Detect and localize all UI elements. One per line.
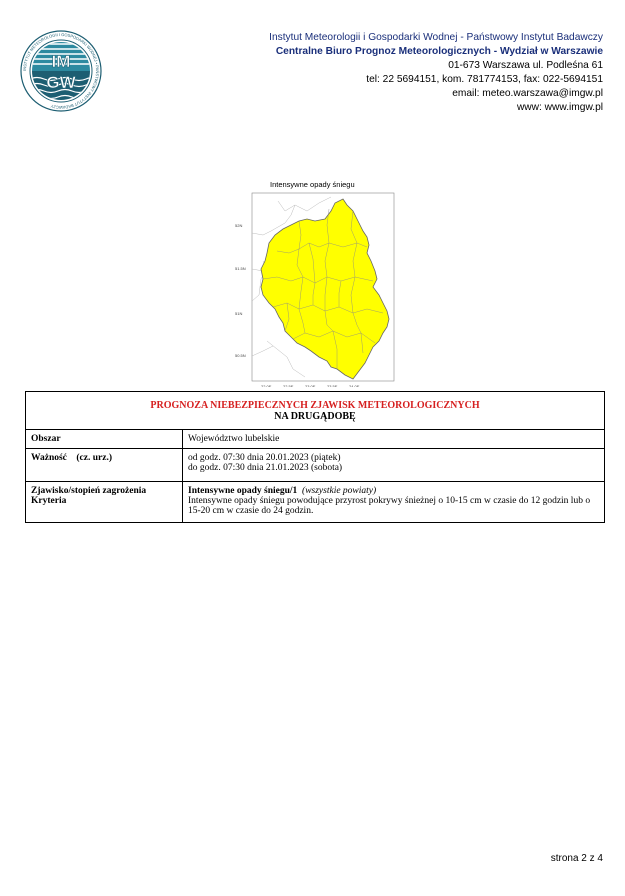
- logo-text-top: IM: [51, 52, 71, 71]
- x-tick-label: 23.0E: [305, 384, 316, 387]
- phenomenon-scope: (wszystkie powiaty): [302, 486, 377, 496]
- warning-subtitle: NA DRUGĄDOBĘ: [274, 411, 356, 422]
- phenomenon-value-cell: [183, 482, 605, 523]
- address: 01-673 Warszawa ul. Podleśna 61: [448, 60, 603, 71]
- logo-text-bottom: GW: [46, 73, 76, 92]
- phone-fax: tel: 22 5694151, kom. 781774153, fax: 022-5694151: [366, 74, 603, 85]
- x-tick-label: 23.5E: [327, 384, 338, 387]
- validity-from: od godz. 07:30 dnia 20.01.2023 (piątek): [188, 453, 341, 463]
- phenomenon-value: Intensywne opady śniegu/1: [188, 486, 298, 496]
- x-tick-label: 22.0E: [261, 384, 272, 387]
- email: email: meteo.warszawa@imgw.pl: [452, 88, 603, 99]
- warning-title: PROGNOZA NIEBEZPIECZNYCH ZJAWISK METEOROLOGICZNYCH: [150, 400, 480, 411]
- logo-ring-text: INSTYTUT METEOROLOGII I GOSPODARKI WODNEJ • PAŃSTWOWY INSTYTUT BADAWCZY: [21, 31, 101, 111]
- imgw-logo: [20, 30, 102, 112]
- y-tick-label: 52N: [235, 223, 243, 228]
- validity-label: Ważność: [31, 453, 67, 463]
- phenomenon-label: Zjawisko/stopień zagrożenia: [31, 486, 147, 496]
- x-tick-label: 24.0E: [349, 384, 360, 387]
- area-label: Obszar: [26, 430, 183, 449]
- y-tick-label: 50.5N: [235, 353, 246, 358]
- area-value: Województwo lubelskie: [183, 430, 605, 449]
- criteria-label: Kryteria: [31, 496, 67, 506]
- institute-name: Instytut Meteorologii i Gospodarki Wodnej - Państwowy Instytut Badawczy: [269, 32, 603, 43]
- validity-note: (cz. urz.): [76, 453, 112, 463]
- table-title-cell: [26, 392, 605, 430]
- phenomenon-label-cell: [26, 482, 183, 523]
- warning-map: [233, 191, 403, 387]
- office-name: Centralne Biuro Prognoz Meteorologicznych - Wydział w Warszawie: [275, 46, 603, 57]
- y-tick-label: 51N: [235, 311, 243, 316]
- x-tick-label: 22.5E: [283, 384, 294, 387]
- y-tick-label: 51.5N: [235, 266, 246, 271]
- validity-label-cell: [26, 449, 183, 482]
- validity-value-cell: [183, 449, 605, 482]
- map-title: Intensywne opady śniegu: [270, 180, 355, 189]
- warning-table: [25, 391, 605, 523]
- criteria-value: Intensywne opady śniegu powodujące przyrost pokrywy śnieżnej o 10-15 cm w czasie do 12 godzin lub o 15-20 cm w czasie do 24 godzin.: [188, 496, 591, 516]
- institution-header: [269, 31, 603, 115]
- website: www: www.imgw.pl: [516, 102, 603, 113]
- page-number: strona 2 z 4: [550, 853, 603, 864]
- validity-to: do godz. 07:30 dnia 21.01.2023 (sobota): [188, 463, 343, 473]
